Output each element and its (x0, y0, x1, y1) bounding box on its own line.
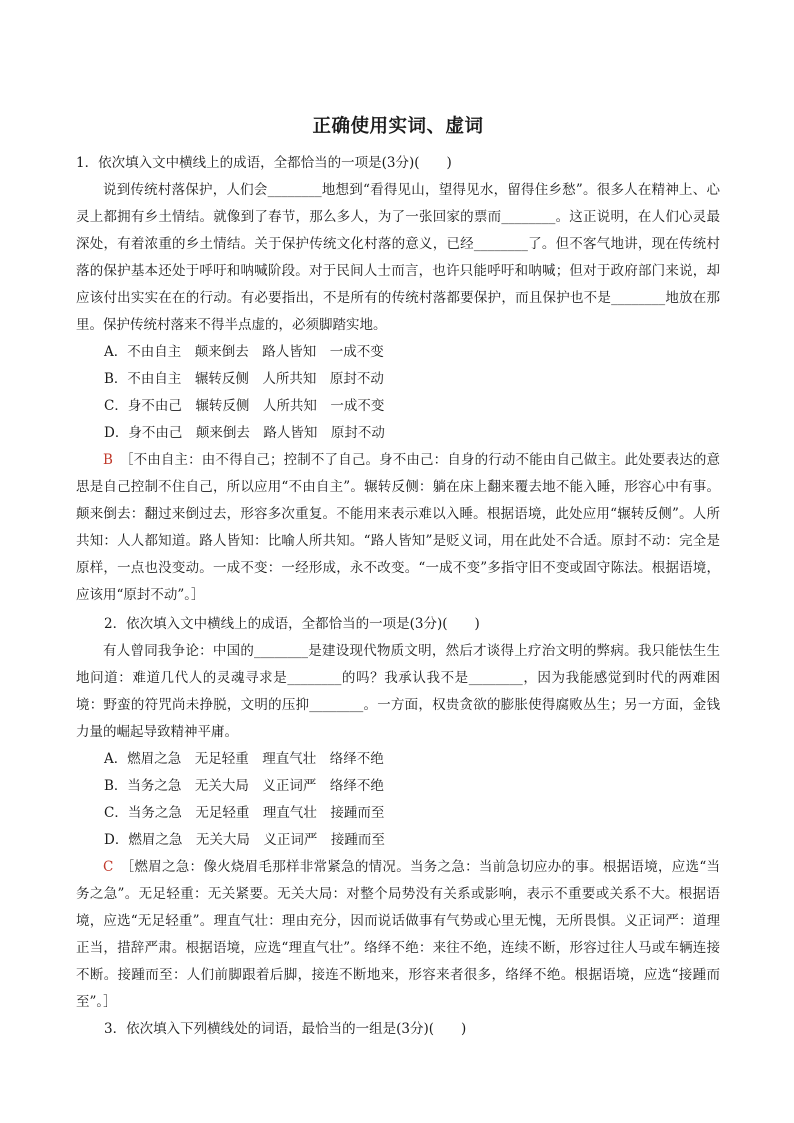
question-3 (76, 1016, 720, 1043)
question-2-option-d: D．燃眉之急 无关大局 义正词严 接踵而至 (104, 832, 385, 848)
worksheet-page (76, 112, 720, 1043)
question-2-answer (76, 854, 720, 1016)
question-2-passage: 有人曾同我争论：中国的________是建设现代物质文明，然后才谈得上疗治文明的弊病。我只能怯生生地问道：难道几代人的灵魂寻求是________的吗？我承认我不是________，因为我能感觉到时代的两难困境：野蛮的符咒尚未挣脱，文明的压抑________。一方面，权贵贪欲的膨胀使得腐败丛生；另一方面，金钱力量的崛起导致精神平庸。 (76, 643, 720, 740)
question-1-stem: 1．依次填入文中横线上的成语，全都恰当的一项是(3分)( ) (76, 155, 452, 171)
question-3-stem: 3．依次填入下列横线处的词语，最恰当的一组是(3分)( ) (104, 1021, 467, 1037)
question-1-option-a: A．不由自主 颠来倒去 路人皆知 一成不变 (104, 344, 384, 360)
question-2 (76, 611, 720, 1016)
question-2-stem: 2．依次填入文中横线上的成语，全都恰当的一项是(3分)( ) (104, 616, 480, 632)
question-2-option-c: C．当务之急 无足轻重 理直气壮 接踵而至 (104, 805, 385, 821)
question-2-answer-letter: C (103, 859, 114, 875)
question-1-answer-letter: B (103, 452, 113, 468)
question-1-passage: 说到传统村落保护，人们会________地想到“看得见山，望得见水，留得住乡愁”。很多人在精神上、心灵上都拥有乡土情结。就像到了春节，那么多人，为了一张回家的票而________。这正说明，在人们心灵最深处，有着浓重的乡土情结。关于保护传统文化村落的意义，已经________了。但不客气地讲，现在传统村落的保护基本还处于呼吁和呐喊阶段。对于民间人士而言，也许只能呼吁和呐喊；但对于政府部门来说，却应该付出实实在在的行动。有必要指出，不是所有的传统村落都要保护，而且保护也不是________地放在那里。保护传统村落来不得半点虚的，必须脚踏实地。 (76, 182, 720, 333)
question-1-option-c: C．身不由己 辗转反侧 人所共知 一成不变 (104, 398, 385, 414)
question-1-option-b: B．不由自主 辗转反侧 人所共知 原封不动 (104, 371, 384, 387)
question-1-option-d: D．身不由己 颠来倒去 路人皆知 原封不动 (104, 425, 385, 441)
question-2-explanation: ［燃眉之急：像火烧眉毛那样非常紧急的情况。当务之急：当前急切应办的事。根据语境，应选“当务之急”。无足轻重：无关紧要。无关大局：对整个局势没有关系或影响，表示不重要或关系不大。根据语境，应选“无足轻重”。理直气壮：理由充分，因而说话做事有气势或心里无愧，无所畏惧。义正词严：道理正当，措辞严肃。根据语境，应选“理直气壮”。络绎不绝：来往不绝，连续不断，形容过往人马或车辆连接不断。接踵而至：人们前脚跟着后脚，接连不断地来，形容来者很多，络绎不绝。根据语境，应选“接踵而至”。］ (76, 859, 721, 1010)
question-1-explanation: ［不由自主：由不得自己；控制不了自己。身不由己：自身的行动不能由自己做主。此处要表达的意思是自己控制不住自己，所以应用“不由自主”。辗转反侧：躺在床上翻来覆去地不能入睡，形容心中有事。颠来倒去：翻过来倒过去，形容多次重复。不能用来表示难以入睡。根据语境，此处应用“辗转反侧”。人所共知：人人都知道。路人皆知：比喻人所共知。“路人皆知”是贬义词，用在此处不合适。原封不动：完全是原样，一点也没变动。一成不变：一经形成，永不改变。“一成不变”多指守旧不变或固守陈法。根据语境，应该用“原封不动”。］ (76, 452, 720, 603)
page-title: 正确使用实词、虚词 (312, 116, 484, 137)
question-1 (76, 150, 720, 609)
question-1-answer (76, 447, 720, 609)
question-2-option-b: B．当务之急 无关大局 义正词严 络绎不绝 (104, 778, 384, 794)
question-2-option-a: A．燃眉之急 无足轻重 理直气壮 络绎不绝 (104, 751, 384, 767)
